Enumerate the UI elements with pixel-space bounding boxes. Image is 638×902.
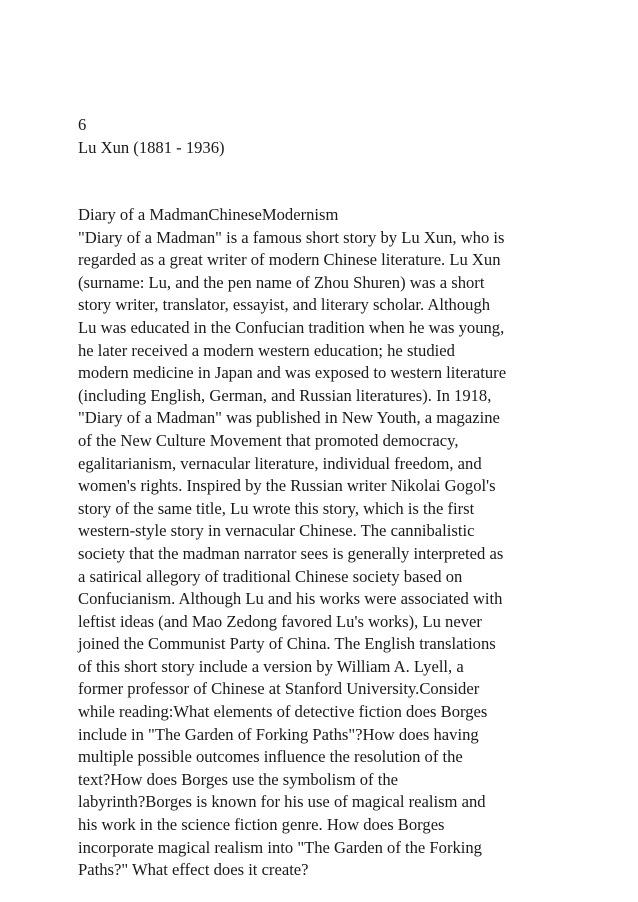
text-line: (surname: Lu, and the pen name of Zhou Shuren) was a short [78, 272, 485, 292]
text-line: while reading:What elements of detective fiction does Borges [78, 702, 488, 722]
text-line: he later received a modern western education; he studied [78, 340, 455, 360]
text-line: Diary of a MadmanChineseModernism [78, 205, 339, 224]
text-line: joined the Communist Party of China. The English translations [78, 634, 496, 654]
body-text [78, 204, 578, 882]
text-line: his work in the science fiction genre. How does Borges [78, 815, 445, 835]
text-line: Paths?" What effect does it create? [78, 860, 309, 880]
text-line: egalitarianism, vernacular literature, individual freedom, and [78, 453, 482, 473]
text-line: "Diary of a Madman" is a famous short story by Lu Xun, who is [78, 227, 505, 247]
text-line: of the New Culture Movement that promoted democracy, [78, 430, 459, 450]
text-line: incorporate magical realism into "The Garden of the Forking [78, 837, 482, 857]
text-line: regarded as a great writer of modern Chinese literature. Lu Xun [78, 250, 501, 270]
text-line: women's rights. Inspired by the Russian writer Nikolai Gogol's [78, 476, 496, 496]
text-line: story of the same title, Lu wrote this story, which is the first [78, 498, 475, 518]
text-line: former professor of Chinese at Stanford University.Consider [78, 679, 480, 699]
text-line: text?How does Borges use the symbolism of the [78, 769, 399, 789]
text-line: a satirical allegory of traditional Chinese society based on [78, 566, 463, 586]
text-line: (including English, German, and Russian literatures). In 1918, [78, 385, 492, 405]
text-line: multiple possible outcomes influence the resolution of the [78, 747, 463, 767]
text-line: modern medicine in Japan and was exposed to western literature [78, 363, 507, 383]
author-line: Lu Xun (1881 - 1936) [78, 137, 225, 157]
text-line: story writer, translator, essayist, and literary scholar. Although [78, 295, 491, 315]
text-line: western-style story in vernacular Chinese. The cannibalistic [78, 521, 475, 541]
page-number: 6 [78, 115, 87, 134]
text-line: labyrinth?Borges is known for his use of magical realism and [78, 792, 486, 812]
text-line: Lu was educated in the Confucian tradition when he was young, [78, 317, 505, 337]
text-line: include in "The Garden of Forking Paths"?How does having [78, 724, 479, 744]
text-line: of this short story include a version by William A. Lyell, a [78, 656, 464, 676]
text-line: "Diary of a Madman" was published in New Youth, a magazine [78, 408, 500, 428]
text-line: leftist ideas (and Mao Zedong favored Lu's works), Lu never [78, 611, 482, 631]
text-line: society that the madman narrator sees is generally interpreted as [78, 543, 504, 563]
text-line: Confucianism. Although Lu and his works were associated with [78, 589, 503, 609]
page-header [78, 114, 225, 159]
